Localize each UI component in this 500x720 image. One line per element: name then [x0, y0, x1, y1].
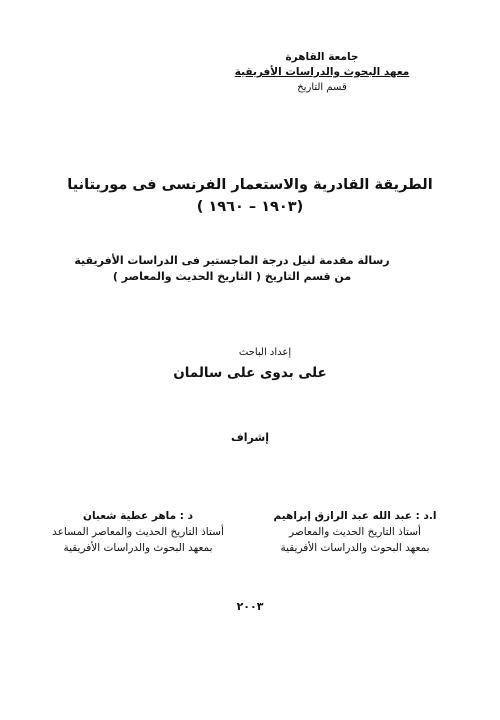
researcher-label: إعداد الباحث: [238, 347, 292, 358]
thesis-title-years: (١٩٠٣ – ١٩٦٠ ): [196, 199, 304, 215]
thesis-title-main: الطريقة القادرية والاستعمار الفرنسى فى موريتانيا: [67, 177, 433, 193]
thesis-title: [0, 174, 500, 218]
department-name: قسم التاريخ: [297, 82, 347, 93]
supervisor-primary: [270, 508, 440, 556]
thesis-description: [0, 253, 500, 285]
supervisor-institution: بمعهد البحوث والدراسات الأفريقية: [280, 542, 430, 554]
researcher-block: [0, 343, 500, 383]
submission-year: ٢٠٠٣: [236, 600, 264, 613]
researcher-name: على بدوى على سالمان: [173, 365, 327, 381]
supervisor-rank: أستاذ التاريخ الحديث والمعاصر: [289, 526, 421, 538]
supervisor-secondary: [38, 508, 238, 556]
institution-header: [222, 50, 422, 95]
thesis-description-line2: من قسم التاريخ ( التاريخ الحديث والمعاصر ): [112, 270, 352, 283]
thesis-description-line1: رسالة مقدمة لنيل درجة الماجستير فى الدراسات الأفريقية: [74, 254, 390, 267]
supervisor-name: د : ماهر عطية شعبان: [83, 510, 193, 522]
supervision-label: إشراف: [231, 431, 269, 444]
university-name: جامعة القاهرة: [285, 51, 359, 63]
supervisor-institution: بمعهد البحوث والدراسات الأفريقية: [63, 542, 213, 554]
institute-name: معهد البحوث والدراسات الأفريقية: [234, 66, 410, 78]
supervisor-name: ا.د : عبد الله عبد الرازق إبراهيم: [273, 510, 437, 522]
supervisor-rank: أستاذ التاريخ الحديث والمعاصر المساعد: [52, 526, 224, 538]
